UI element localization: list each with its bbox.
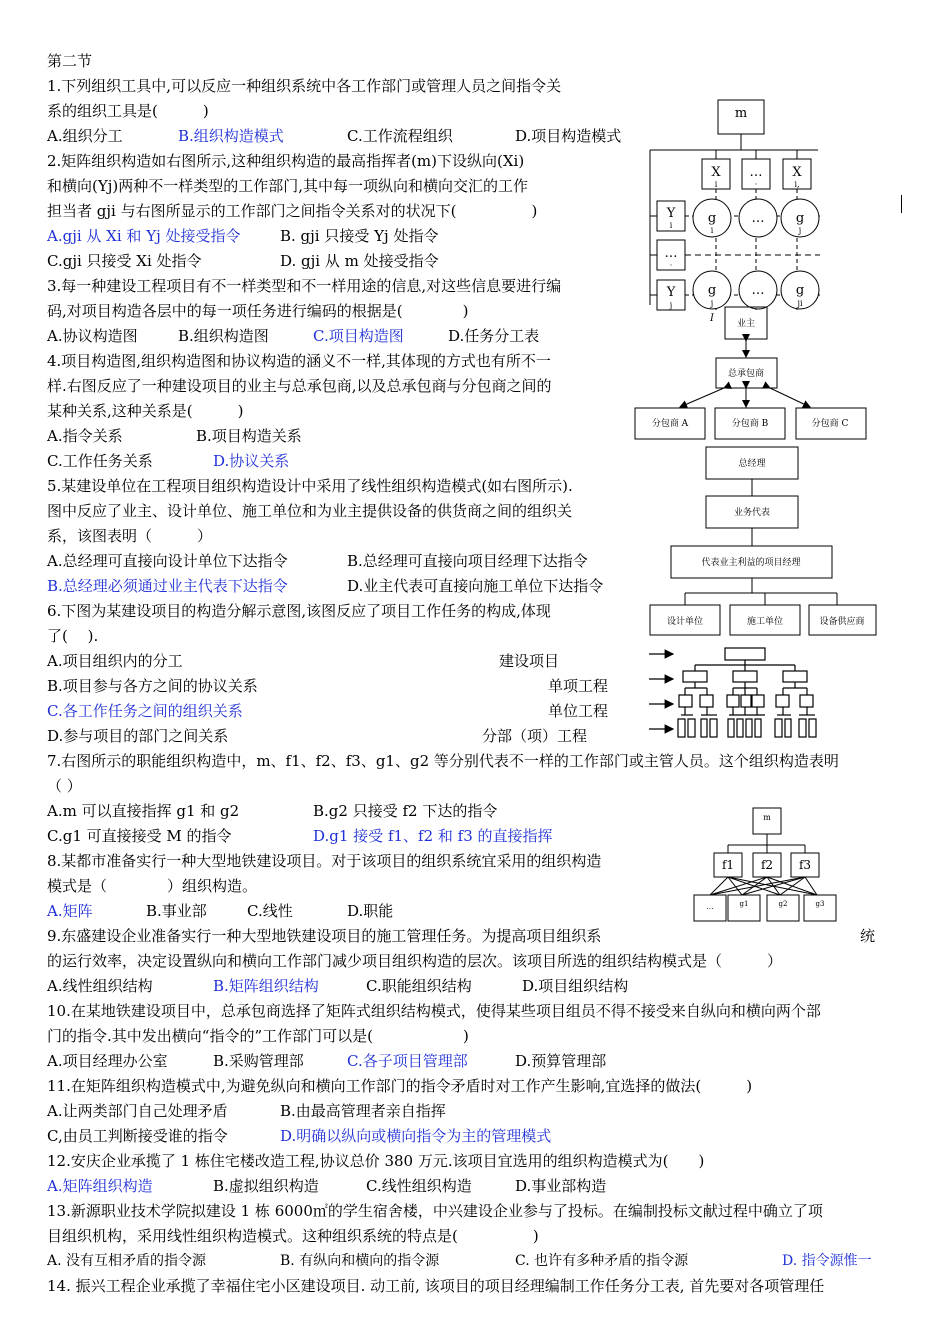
q7-stem: （ ） [47, 777, 82, 795]
q6-level-label: 建设项目 [499, 652, 560, 670]
q3-stem: 码,对项目构造各层中的每一项任务进行编码的根据是( ) [47, 302, 469, 320]
x1-label: X [711, 165, 721, 180]
line-org-figure [640, 445, 870, 640]
q3-option-d: D.任务分工表 [448, 327, 540, 345]
g-label: g [795, 211, 805, 226]
q5-option-a: A.总经理可直接向设计单位下达指令 [47, 552, 288, 570]
q12-option-d: D.事业部构造 [515, 1177, 607, 1195]
q12-stem: 12.安庆企业承揽了 1 栋住宅楼改造工程,协议总价 380 万元.该项目宜选用的组织构造模式为( ) [47, 1152, 705, 1170]
q9-option-c: C.职能组织结构 [366, 977, 472, 995]
q4-option-c: C.工作任务关系 [47, 452, 153, 470]
bottom-mark: I [710, 313, 714, 324]
q9-stem: 9.东盛建设企业准备实行一种大型地铁建设项目的施工管理任务。为提高项目组织系 [47, 927, 602, 945]
q8-option-d: D.职能 [347, 902, 394, 920]
q10-option-c: C.各子项目管理部 [347, 1052, 468, 1070]
q2-option-b: B. gji 只接受 Yj 处指令 [280, 227, 439, 245]
q9-option-b: B.矩阵组织结构 [213, 977, 319, 995]
f2-label: f2 [760, 858, 774, 872]
q6-level-label: 分部（项）工程 [482, 727, 588, 745]
g2-label: g2 [778, 900, 788, 908]
gc-label: 总承包商 [727, 369, 765, 379]
y2-sub: j [669, 301, 673, 310]
functional-org-figure [690, 805, 850, 925]
q4-stem: 某种关系,这种关系是( ) [47, 402, 244, 420]
g-label: … [751, 283, 765, 298]
g-label: … [751, 211, 765, 226]
q2-stem: 2.矩阵组织构造如右图所示,这种组织构造的最高指挥者(m)下设纵向(Xi) [47, 152, 525, 170]
q4-option-d: D.协议关系 [213, 452, 290, 470]
q2-option-c: C.gji 只接受 Xi 处指令 [47, 252, 202, 270]
cursor-mark [901, 195, 902, 213]
q2-option-d: D. gji 从 m 处接受指令 [280, 252, 439, 270]
q10-option-b: B.采购管理部 [213, 1052, 304, 1070]
q5-stem: 5.某建设单位在工程项目组织构造设计中采用了线性组织构造模式(如右图所示). [47, 477, 573, 495]
q11-option-d: D.明确以纵向或横向指令为主的管理模式 [280, 1127, 552, 1145]
construct-label: 施工单位 [746, 617, 784, 627]
f1-label: f1 [721, 858, 735, 872]
q6-stem: 6.下图为某建设项目的构造分解示意图,该图反应了项目工作任务的构成,体现 [47, 602, 551, 620]
g-sub: ji [797, 299, 803, 308]
q4-stem: 4.项目构造图,组织构造图和协议构造的涵义不一样,其体现的方式也有所不一 [47, 352, 551, 370]
y1-sub: i [669, 221, 673, 230]
q13-stem: 目组织机构，采用线性组织构造模式。这种组织系统的特点是( ) [47, 1227, 539, 1245]
q1-option-a: A.组织分工 [47, 127, 123, 145]
gm-label: 总经理 [738, 459, 766, 469]
q8-option-c: C.线性 [247, 902, 293, 920]
q11-stem: 11.在矩阵组织构造模式中,为避免纵向和横向工作部门的指令矛盾时对工作产生影响,宜选择的做法( ) [47, 1077, 753, 1095]
q6-option-a: A.项目组织内的分工 [47, 652, 183, 670]
q11-option-b: B.由最高管理者亲自指挥 [280, 1102, 446, 1120]
q2-option-a: A.gji 从 Xi 和 Yj 处接受指令 [47, 227, 241, 245]
q13-stem: 13.新源职业技术学院拟建设 1 栋 6000㎡的学生宿舍楼，中兴建设企业参与了投标。在编制投标文献过程中确立了项 [47, 1202, 823, 1220]
sub-c-label: 分包商 C [811, 419, 849, 429]
q10-stem: 10.在某地铁建设项目中，总承包商选择了矩阵式组织结构模式，使得某些项目组员不得不接受来自纵向和横向两个部 [47, 1002, 821, 1020]
q3-option-c: C.项目构造图 [313, 327, 404, 345]
q5-stem: 图中反应了业主、设计单位、施工单位和为业主提供设备的供货商之间的组织关 [47, 502, 573, 520]
g-label: … [706, 903, 714, 911]
q7-option-a: A.m 可以直接指挥 g1 和 g2 [47, 802, 240, 820]
owner-label: 业主 [736, 319, 756, 329]
q5-option-b: B.总经理可直接向项目经理下达指令 [347, 552, 588, 570]
q4-option-b: B.项目构造关系 [196, 427, 302, 445]
q6-level-label: 单位工程 [548, 702, 609, 720]
sub-b-label: 分包商 B [731, 419, 769, 429]
y2-label: Y [666, 285, 676, 300]
matrix-org-figure [640, 95, 830, 325]
q7-option-d: D.g1 接受 f1、f2 和 f3 的直接指挥 [313, 827, 553, 845]
q5-stem: 系，该图表明（ ） [47, 527, 213, 545]
q9-option-d: D.项目组织结构 [522, 977, 629, 995]
q10-stem: 门的指令.其中发出横向“指令的”工作部门可以是( ) [47, 1027, 469, 1045]
q11-option-a: A.让两类部门自己处理矛盾 [47, 1102, 228, 1120]
pm-label: 代表业主利益的项目经理 [701, 558, 801, 568]
q3-option-b: B.组织构造图 [178, 327, 269, 345]
yd-sub: · [669, 261, 673, 270]
m-label: m [763, 813, 771, 822]
q2-stem: 和横向(Yj)两种不一样类型的工作部门,其中每一项纵向和横向交汇的工作 [47, 177, 529, 195]
q10-option-d: D.预算管理部 [515, 1052, 607, 1070]
q3-stem: 3.每一种建设工程项目有不一样类型和不一样用途的信息,对这些信息要进行编 [47, 277, 562, 295]
xd-sub: · [754, 180, 758, 189]
q6-option-b: B.项目参与各方之间的协议关系 [47, 677, 258, 695]
q9-option-a: A.线性组织结构 [47, 977, 153, 995]
q1-stem: 系的组织工具是( ) [47, 102, 209, 120]
g1-label: g1 [739, 900, 749, 908]
q11-option-c: C,由员工判断接受谁的指令 [47, 1127, 228, 1145]
xd-label: … [749, 165, 763, 180]
y1-label: Y [666, 206, 676, 221]
q8-stem: 模式是（ ）组织构造。 [47, 877, 258, 895]
q6-level-label: 单项工程 [548, 677, 609, 695]
f3-label: f3 [798, 858, 812, 872]
x2-label: X [792, 165, 802, 180]
g3-box [804, 895, 836, 921]
g-label: g [795, 283, 805, 298]
m-label: m [734, 106, 748, 121]
contract-figure [630, 305, 849, 445]
q13-option-b: B. 有纵向和横向的指令源 [280, 1253, 440, 1269]
x2-sub: i, [794, 180, 800, 189]
q1-option-d: D.项目构造模式 [515, 127, 622, 145]
q1-option-c: C.工作流程组织 [347, 127, 453, 145]
q12-option-c: C.线性组织构造 [366, 1177, 472, 1195]
q7-stem: 7.右图所示的职能组织构造中，m、f1、f2、f3、g1、g2 等分别代表不一样的工作部门或主管人员。这个组织构造表明 [47, 752, 839, 770]
q2-stem: 担当者 gji 与右图所显示的工作部门之间指令关系对的状况下( ) [47, 202, 538, 220]
q6-option-c: C.各工作任务之间的组织关系 [47, 702, 243, 720]
q7-option-b: B.g2 只接受 f2 下达的指令 [313, 802, 498, 820]
q7-option-c: C.g1 可直接接受 M 的指令 [47, 827, 232, 845]
g1-box [728, 895, 760, 921]
q13-option-a: A. 没有互相矛盾的指令源 [47, 1253, 207, 1269]
rep-label: 业务代表 [733, 508, 771, 518]
q10-option-a: A.项目经理办公室 [47, 1052, 168, 1070]
sub-a-label: 分包商 A [651, 419, 689, 429]
q3-option-a: A.协议构造图 [47, 327, 138, 345]
g-label: g [707, 211, 717, 226]
design-label: 设计单位 [666, 617, 704, 627]
q4-option-a: A.指令关系 [47, 427, 123, 445]
q13-option-c: C. 也许有多种矛盾的指令源 [515, 1253, 689, 1269]
x1-sub: i [714, 180, 718, 189]
supplier-label: 设备供应商 [819, 617, 865, 627]
q5-option-d: D.业主代表可直接向施工单位下达指令 [347, 577, 604, 595]
q8-option-a: A.矩阵 [47, 902, 93, 920]
project-structure-figure [645, 645, 845, 745]
q9-stem: 的运行效率，决定设置纵向和横向工作部门减少项目组织构造的层次。该项目所选的组织结构模式是（ ） [47, 952, 783, 970]
q6-option-d: D.参与项目的部门之间关系 [47, 727, 229, 745]
q14-stem: 14. 振兴工程企业承揽了幸福住宅小区建设项目. 动工前, 该项目的项目经理编制工作任务分工表, 首先要对各项管理任 [47, 1277, 825, 1295]
q9-stem: 统 [860, 927, 876, 945]
q8-stem: 8.某都市准备实行一种大型地铁建设项目。对于该项目的组织系统宜采用的组织构造 [47, 852, 602, 870]
q12-option-a: A.矩阵组织构造 [47, 1177, 153, 1195]
g-sub: j [798, 226, 802, 235]
q1-stem: 1.下列组织工具中,可以反应一种组织系统中各工作部门或管理人员之间指令关 [47, 77, 562, 95]
g-sub: j [710, 299, 714, 308]
section-title: 第二节 [47, 52, 93, 70]
q12-option-b: B.虚拟组织构造 [213, 1177, 319, 1195]
q13-option-d: D. 指令源惟一 [782, 1253, 872, 1269]
g-sub: i [710, 226, 714, 235]
q5-option-c: B.总经理必须通过业主代表下达指令 [47, 577, 288, 595]
q6-stem: 了( ). [47, 627, 99, 645]
q4-stem: 样.右图反应了一种建设项目的业主与总承包商,以及总承包商与分包商之间的 [47, 377, 552, 395]
q8-option-b: B.事业部 [146, 902, 207, 920]
g3-label: g3 [815, 900, 825, 908]
q1-option-b: B.组织构造模式 [178, 127, 284, 145]
g-label: g [707, 283, 717, 298]
yd-label: … [664, 246, 678, 261]
g2-box [767, 895, 799, 921]
